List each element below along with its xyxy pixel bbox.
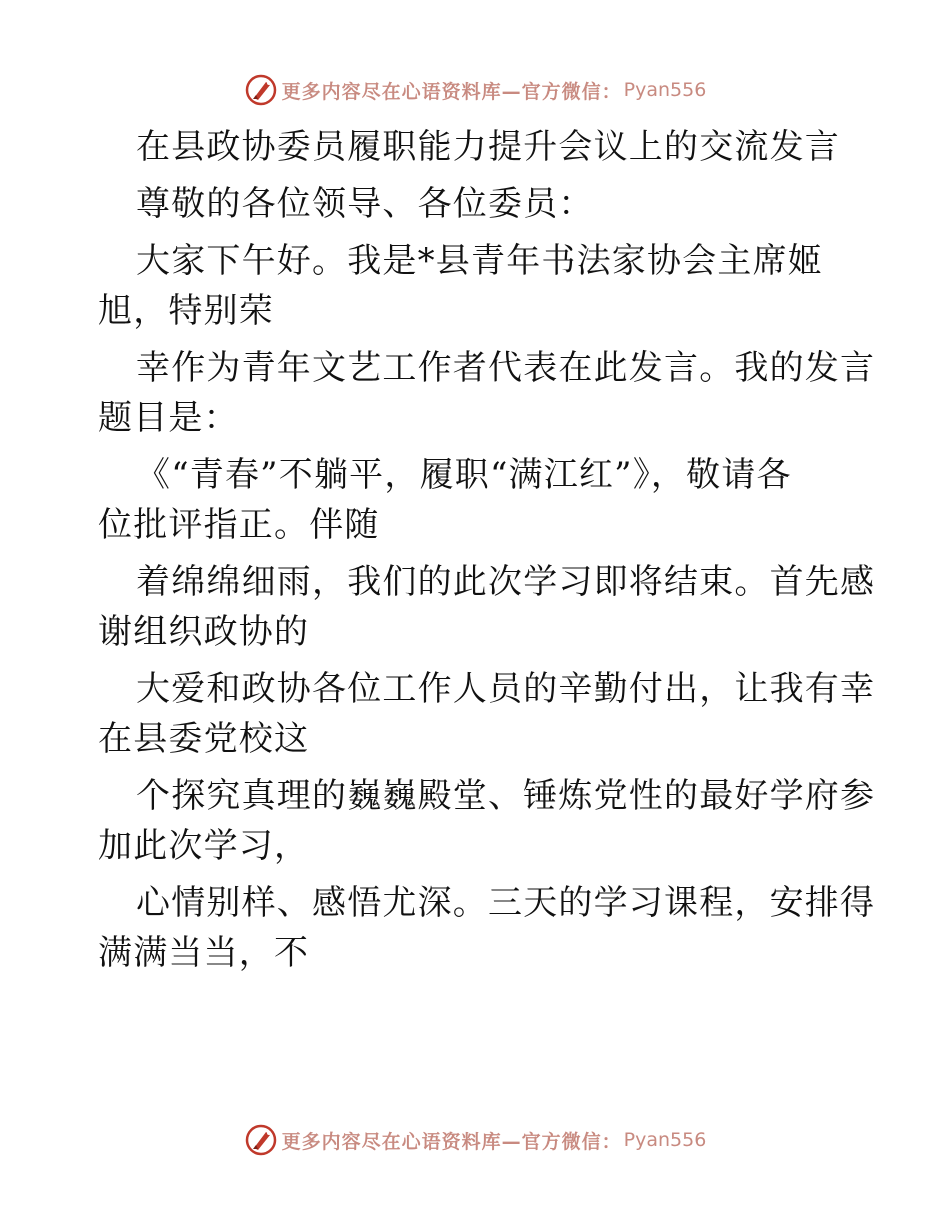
paragraph-line: 位批评指正。伴随 bbox=[98, 505, 380, 545]
header-banner bbox=[0, 70, 950, 110]
banner-wechat-id: Pyan556 bbox=[623, 1129, 707, 1151]
paragraph-line: 幸作为青年文艺工作者代表在此发言。我的发言 bbox=[136, 348, 876, 388]
paragraph-line: 在县委党校这 bbox=[98, 719, 310, 759]
document-title: 在县政协委员履职能力提升会议上的交流发言 bbox=[136, 127, 840, 167]
paragraph-line: 心情别样、感悟尤深。三天的学习课程，安排得 bbox=[136, 883, 876, 923]
banner-text: 更多内容尽在心语资料库—官方微信： bbox=[281, 1130, 622, 1153]
paragraph-line: 满满当当，不 bbox=[98, 933, 310, 973]
paragraph-line: 大家下午好。我是*县青年书法家协会主席姬 bbox=[136, 241, 823, 281]
paragraph-line: 谢组织政协的 bbox=[98, 612, 310, 652]
paragraph-line: 加此次学习， bbox=[98, 826, 310, 866]
banner-wechat-id: Pyan556 bbox=[623, 79, 707, 101]
footer-banner bbox=[0, 1120, 950, 1160]
banner-text: 更多内容尽在心语资料库—官方微信： bbox=[281, 80, 622, 103]
paragraph-line: 题目是： bbox=[98, 398, 239, 438]
paragraph-line: 着绵绵细雨，我们的此次学习即将结束。首先感 bbox=[136, 562, 876, 602]
pen-logo-icon bbox=[244, 1123, 278, 1157]
salutation: 尊敬的各位领导、各位委员： bbox=[136, 184, 594, 224]
pen-logo-icon bbox=[244, 73, 278, 107]
paragraph-line: 《“青春”不躺平，履职“满江红”》，敬请各 bbox=[136, 455, 792, 495]
paragraph-line: 大爱和政协各位工作人员的辛勤付出，让我有幸 bbox=[136, 669, 876, 709]
paragraph-line: 个探究真理的巍巍殿堂、锤炼党性的最好学府参 bbox=[136, 776, 876, 816]
paragraph-line: 旭，特别荣 bbox=[98, 291, 274, 331]
document-body bbox=[98, 122, 876, 978]
